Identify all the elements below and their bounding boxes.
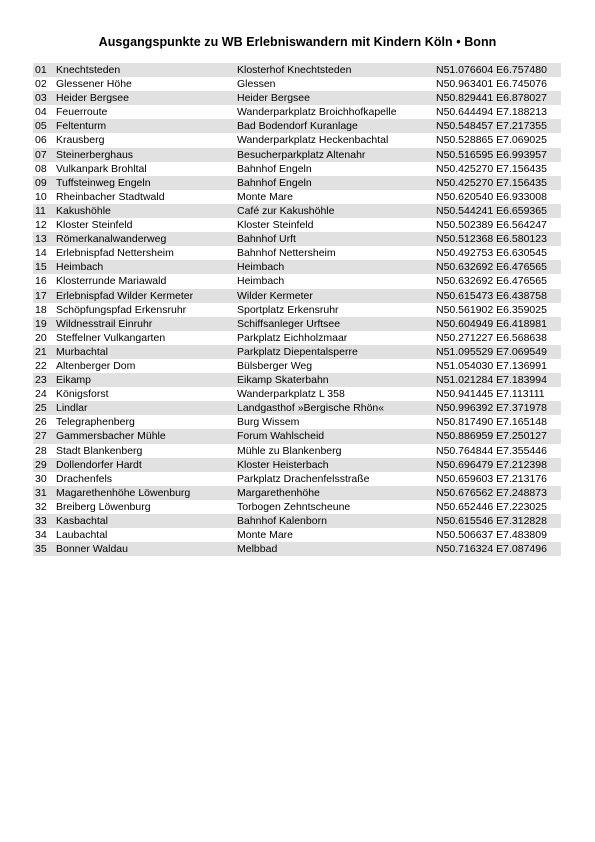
table-row [33, 458, 561, 472]
gps-coordinates: N50.604949 E6.418981 [436, 317, 547, 330]
table-row [33, 514, 561, 528]
route-number: 23 [35, 374, 47, 387]
starting-point: Bülsberger Weg [237, 359, 313, 372]
table-row [33, 218, 561, 232]
route-name: Drachenfels [56, 472, 113, 485]
gps-coordinates: N50.492753 E6.630545 [436, 247, 547, 260]
route-number: 26 [35, 416, 47, 429]
gps-coordinates: N51.095529 E7.069549 [436, 345, 547, 358]
table-row [33, 260, 561, 274]
gps-coordinates: N50.886959 E7.250127 [436, 430, 547, 443]
starting-point: Heider Bergsee [237, 92, 310, 105]
table-row [33, 133, 561, 147]
starting-point: Parkplatz Drachenfelsstraße [237, 472, 370, 485]
gps-coordinates: N50.659603 E7.213176 [436, 472, 547, 485]
starting-point: Landgasthof »Bergische Rhön« [237, 402, 385, 415]
table-row [33, 162, 561, 176]
route-name: Rheinbacher Stadtwald [56, 190, 165, 203]
gps-coordinates: N50.817490 E7.165148 [436, 416, 547, 429]
starting-point: Heimbach [237, 275, 285, 288]
table-row [33, 63, 561, 77]
starting-point: Parkplatz Diepentalsperre [237, 345, 358, 358]
starting-point: Kloster Heisterbach [237, 458, 329, 471]
starting-point: Melbbad [237, 543, 278, 556]
gps-coordinates: N50.615473 E6.438758 [436, 289, 547, 302]
route-name: Schöpfungspfad Erkensruhr [56, 303, 187, 316]
table-row [33, 401, 561, 415]
gps-coordinates: N50.652446 E7.223025 [436, 500, 547, 513]
table-row [33, 119, 561, 133]
table-row [33, 246, 561, 260]
gps-coordinates: N50.963401 E6.745076 [436, 78, 547, 91]
route-number: 16 [35, 275, 47, 288]
starting-point: Café zur Kakushöhle [237, 204, 335, 217]
route-name: Laubachtal [56, 529, 108, 542]
table-row [33, 359, 561, 373]
route-number: 09 [35, 176, 47, 189]
gps-coordinates: N51.021284 E7.183994 [436, 374, 547, 387]
starting-point: Burg Wissem [237, 416, 300, 429]
route-number: 03 [35, 92, 47, 105]
gps-coordinates: N50.615546 E7.312828 [436, 515, 547, 527]
gps-coordinates: N50.425270 E7.156435 [436, 162, 547, 175]
route-number: 02 [35, 78, 47, 91]
table-row [33, 542, 561, 556]
route-name: Breiberg Löwenburg [56, 500, 151, 513]
table-row [33, 91, 561, 105]
page-title: Ausgangspunkte zu WB Erlebniswandern mit Kindern Köln • Bonn [98, 35, 497, 49]
route-name: Erlebnispfad Wilder Kermeter [56, 289, 194, 302]
table-row [33, 232, 561, 246]
starting-point: Bahnhof Urft [237, 233, 296, 246]
gps-coordinates: N51.054030 E7.136991 [436, 359, 547, 372]
table-row [33, 77, 561, 91]
gps-coordinates: N51.076604 E6.757480 [436, 64, 547, 76]
gps-coordinates: N50.632692 E6.476565 [436, 261, 547, 274]
starting-point: Wanderparkplatz Heckenbachtal [237, 134, 389, 147]
route-name: Kloster Steinfeld [56, 219, 133, 232]
route-name: Krausberg [56, 134, 105, 147]
starting-point: Klosterhof Knechtsteden [237, 64, 352, 76]
table-row [33, 444, 561, 458]
starting-point: Wilder Kermeter [237, 289, 313, 302]
route-number: 04 [35, 106, 47, 119]
starting-point: Bahnhof Kalenborn [237, 515, 327, 527]
route-name: Römerkanalwanderweg [56, 233, 167, 246]
route-number: 11 [35, 204, 46, 217]
table-row [33, 373, 561, 387]
starting-point: Glessen [237, 78, 276, 91]
route-name: Knechtsteden [56, 64, 121, 76]
starting-point: Sportplatz Erkensruhr [237, 303, 339, 316]
starting-point: Bahnhof Nettersheim [237, 247, 336, 260]
gps-coordinates: N50.764844 E7.355446 [436, 444, 547, 457]
table-row [33, 331, 561, 345]
route-name: Kakushöhle [56, 204, 111, 217]
gps-coordinates: N50.941445 E7.113111 [436, 388, 545, 401]
route-number: 27 [35, 430, 47, 443]
table-row [33, 317, 561, 331]
table-row [33, 387, 561, 401]
starting-point: Wanderparkplatz L 358 [237, 388, 345, 401]
route-number: 32 [35, 500, 47, 513]
route-name: Steinerberghaus [56, 148, 134, 161]
route-name: Heider Bergsee [56, 92, 129, 105]
table-row [33, 274, 561, 288]
route-name: Feuerroute [56, 106, 108, 119]
gps-coordinates: N50.506637 E7.483809 [436, 529, 547, 542]
route-number: 15 [35, 261, 47, 274]
gps-coordinates: N50.620540 E6.933008 [436, 190, 547, 203]
gps-coordinates: N50.561902 E6.359025 [436, 303, 547, 316]
table-row [33, 486, 561, 500]
route-number: 01 [35, 64, 47, 76]
starting-point: Forum Wahlscheid [237, 430, 325, 443]
table-row [33, 105, 561, 119]
route-name: Feltenturm [56, 120, 107, 133]
route-name: Murbachtal [56, 345, 108, 358]
route-number: 33 [35, 515, 47, 527]
starting-point: Eikamp Skaterbahn [237, 374, 329, 387]
gps-coordinates: N50.512368 E6.580123 [436, 233, 547, 246]
gps-coordinates: N50.829441 E6.878027 [436, 92, 547, 105]
route-name: Lindlar [56, 402, 88, 415]
table-row [33, 500, 561, 514]
starting-point: Bahnhof Engeln [237, 162, 312, 175]
gps-coordinates: N50.544241 E6.659365 [436, 204, 547, 217]
route-name: Königsforst [56, 388, 109, 401]
gps-coordinates: N50.548457 E7.217355 [436, 120, 547, 133]
table-row [33, 415, 561, 429]
route-table [33, 63, 561, 556]
route-name: Erlebnispfad Nettersheim [56, 247, 174, 260]
route-name: Stadt Blankenberg [56, 444, 143, 457]
route-number: 12 [35, 219, 47, 232]
starting-point: Bahnhof Engeln [237, 176, 312, 189]
gps-coordinates: N50.516595 E6.993957 [436, 148, 547, 161]
route-name: Dollendorfer Hardt [56, 458, 142, 471]
route-number: 08 [35, 162, 47, 175]
gps-coordinates: N50.271227 E6.568638 [436, 331, 547, 344]
route-number: 20 [35, 331, 47, 344]
route-number: 30 [35, 472, 47, 485]
table-row [33, 528, 561, 542]
starting-point: Schiffsanleger Urftsee [237, 317, 341, 330]
route-number: 10 [35, 190, 47, 203]
gps-coordinates: N50.716324 E7.087496 [436, 543, 547, 556]
starting-point: Parkplatz Eichholzmaar [237, 331, 348, 344]
table-row [33, 345, 561, 359]
route-name: Heimbach [56, 261, 104, 274]
route-number: 05 [35, 120, 47, 133]
starting-point: Margarethenhöhe [237, 486, 320, 499]
route-name: Glessener Höhe [56, 78, 132, 91]
route-name: Vulkanpark Brohltal [56, 162, 147, 175]
route-number: 18 [35, 303, 47, 316]
route-number: 07 [35, 148, 47, 161]
gps-coordinates: N50.644494 E7.188213 [436, 106, 547, 119]
route-number: 28 [35, 444, 47, 457]
route-name: Magarethenhöhe Löwenburg [56, 486, 191, 499]
starting-point: Monte Mare [237, 529, 294, 542]
route-name: Steffelner Vulkangarten [56, 331, 166, 344]
route-number: 35 [35, 543, 47, 556]
route-number: 31 [35, 486, 47, 499]
route-number: 14 [35, 247, 47, 260]
gps-coordinates: N50.528865 E7.069025 [436, 134, 547, 147]
gps-coordinates: N50.996392 E7.371978 [436, 402, 547, 415]
table-row [33, 190, 561, 204]
table-row [33, 176, 561, 190]
route-number: 25 [35, 402, 47, 415]
route-number: 24 [35, 388, 47, 401]
route-number: 13 [35, 233, 47, 246]
table-row [33, 429, 561, 443]
starting-point: Besucherparkplatz Altenahr [237, 148, 366, 161]
starting-point: Bad Bodendorf Kuranlage [237, 120, 358, 133]
table-row [33, 472, 561, 486]
route-name: Tuffsteinweg Engeln [56, 176, 151, 189]
route-number: 06 [35, 134, 47, 147]
route-name: Telegraphenberg [56, 416, 135, 429]
gps-coordinates: N50.676562 E7.248873 [436, 486, 547, 499]
route-name: Gammersbacher Mühle [56, 430, 166, 443]
route-name: Eikamp [56, 374, 92, 387]
starting-point: Wanderparkplatz Broichhofkapelle [237, 106, 397, 119]
table-row [33, 204, 561, 218]
route-name: Kasbachtal [56, 515, 108, 527]
gps-coordinates: N50.696479 E7.212398 [436, 458, 547, 471]
table-row [33, 303, 561, 317]
starting-point: Torbogen Zehntscheune [237, 500, 351, 513]
route-name: Altenberger Dom [56, 359, 136, 372]
starting-point: Monte Mare [237, 190, 294, 203]
route-name: Klosterrunde Mariawald [56, 275, 167, 288]
route-number: 29 [35, 458, 47, 471]
route-number: 19 [35, 317, 47, 330]
route-number: 17 [35, 289, 47, 302]
gps-coordinates: N50.425270 E7.156435 [436, 176, 547, 189]
route-name: Wildnesstrail Einruhr [56, 317, 153, 330]
table-row [33, 148, 561, 162]
route-name: Bonner Waldau [56, 543, 128, 556]
gps-coordinates: N50.502389 E6.564247 [436, 219, 547, 232]
table-row [33, 289, 561, 303]
route-number: 21 [35, 345, 47, 358]
starting-point: Heimbach [237, 261, 285, 274]
starting-point: Kloster Steinfeld [237, 219, 314, 232]
starting-point: Mühle zu Blankenberg [237, 444, 342, 457]
route-number: 34 [35, 529, 47, 542]
route-number: 22 [35, 359, 47, 372]
gps-coordinates: N50.632692 E6.476565 [436, 275, 547, 288]
